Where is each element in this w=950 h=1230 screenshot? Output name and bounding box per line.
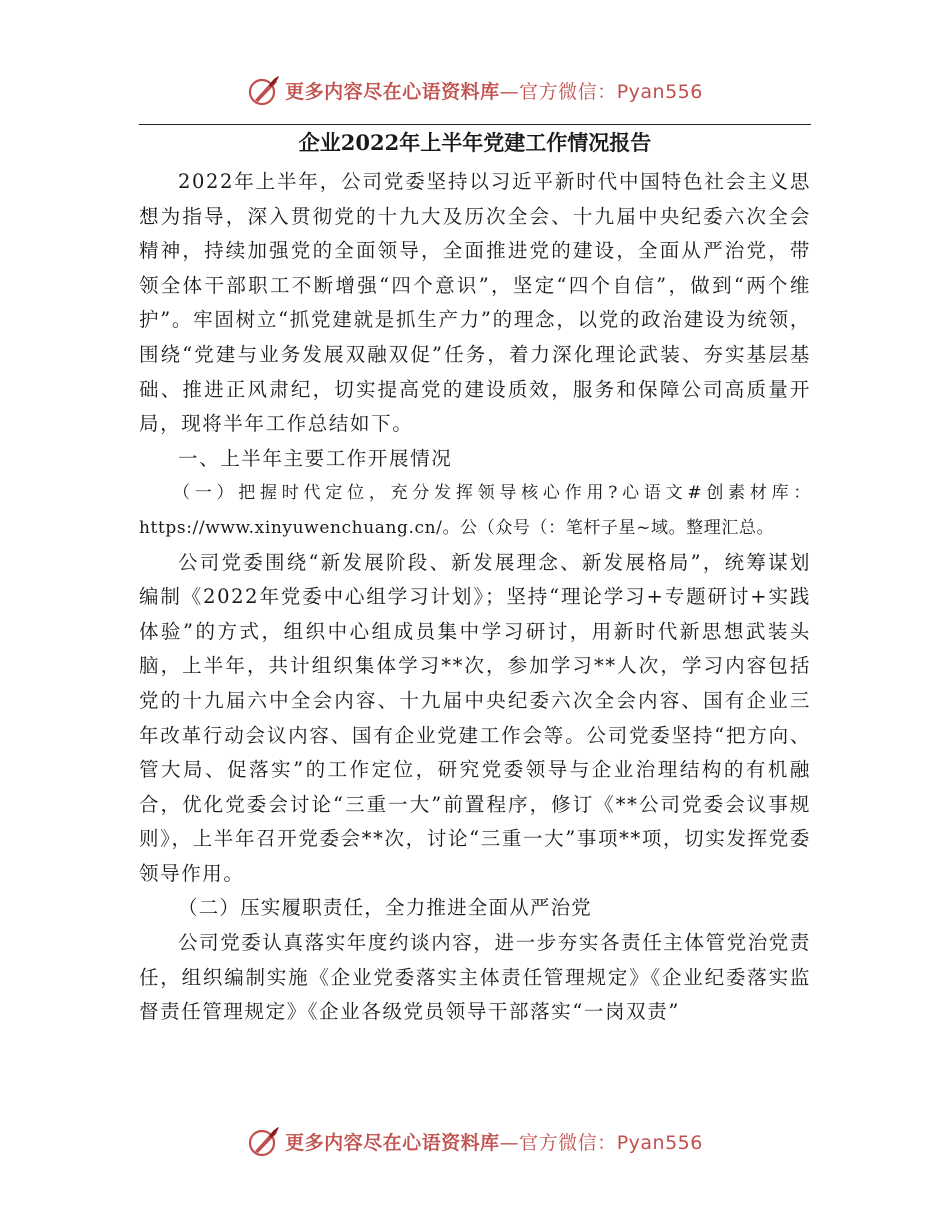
document-title: 企业2022年上半年党建工作情况报告 [298,130,652,155]
footer-banner [0,1119,950,1163]
banner-text [285,77,703,104]
quill-logo-icon [247,1124,281,1158]
banner-text [285,1128,703,1155]
section-heading: 一、上半年主要工作开展情况 [178,446,453,470]
subsection-1-paragraph: 公司党委围绕“新发展阶段、新发展理念、新发展格局”，统筹谋划编制《2022年党委中心组学习计划》；坚持“理论学习+专题研讨+实践体验”的方式，组织中心组成员集中学习研讨，用新时代新思想武装头脑，上半年，共计组织集体学习**次，参加学习**人次，学习内容包括党的十九届六中全会内容、十九届中央纪委六次全会内容、国有企业三年改革行动会议内容、国有企业党建工作会等。公司党委坚持“把方向、管大局、促落实”的工作定位，研究党委领导与企业治理结构的有机融合，优化党委会讨论“三重一大”前置程序，修订《**公司党委会议事规则》，上半年召开党委会**次，讨论“三重一大”事项**项，切实发挥党委领导作用。 [139,550,811,885]
header-rule [139,124,811,125]
banner-wechat-label: 官方微信： [519,1131,617,1154]
banner-separator: — [499,1131,520,1154]
subsection-heading-1: （一）把握时代定位，充分发挥领导核心作用?心语文#创素材库：https://www.xinyuwenchuang.cn/。公（众号（：笔杆子星~域。整理汇总。 [139,483,811,538]
subsection-2-paragraph: 公司党委认真落实年度约谈内容，进一步夯实各责任主体管党治党责任，组织编制实施《企业党委落实主体责任管理规定》《企业纪委落实监督责任管理规定》《企业各级党员领导干部落实“一岗双责” [139,931,812,1024]
banner-wechat-id: Pyan556 [616,80,703,103]
quill-logo-icon [247,73,281,107]
subsection-heading-2: （二）压实履职责任，全力推进全面从严治党 [178,896,593,920]
header-banner [0,68,950,112]
intro-paragraph: 2022年上半年，公司党委坚持以习近平新时代中国特色社会主义思想为指导，深入贯彻党的十九大及历次全会、十九届中央纪委六次全会精神，持续加强党的全面领导，全面推进党的建设，全面从严治党，带领全体干部职工不断增强“四个意识”，坚定“四个自信”，做到“两个维护”。牢固树立“抓党建就是抓生产力”的理念，以党的政治建设为统领，围绕“党建与业务发展双融双促”任务，着力深化理论武装、夯实基层基础、推进正风肃纪，切实提高党的建设质效，服务和保障公司高质量开局，现将半年工作总结如下。 [139,170,811,436]
banner-wechat-label: 官方微信： [519,80,617,103]
banner-brand: 更多内容尽在心语资料库 [285,1131,500,1154]
banner-wechat-id: Pyan556 [616,1131,703,1154]
document-body [139,165,811,1030]
banner-brand: 更多内容尽在心语资料库 [285,80,500,103]
banner-separator: — [499,80,520,103]
